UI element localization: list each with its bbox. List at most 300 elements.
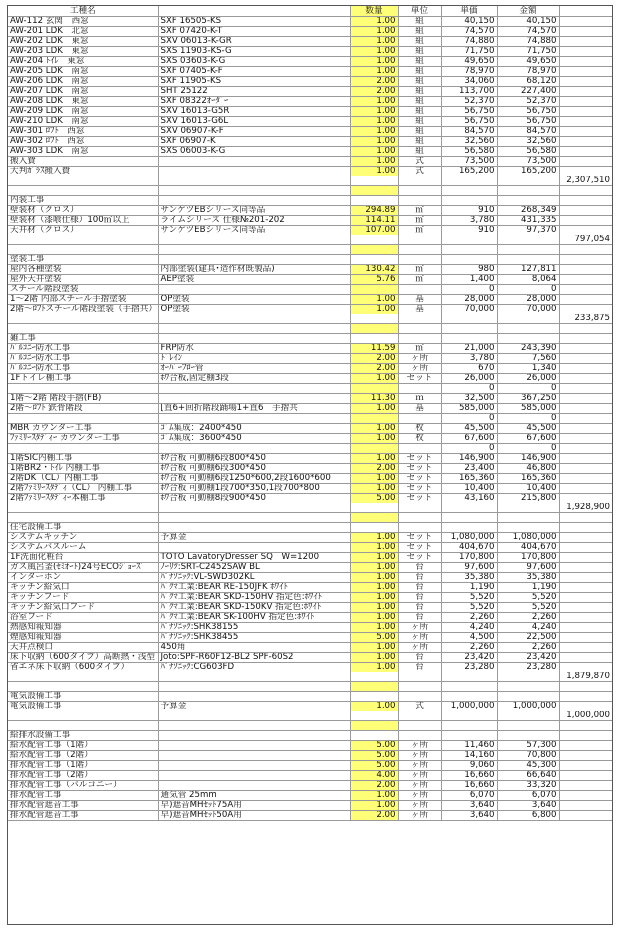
- item-unit: 組: [398, 137, 441, 147]
- empty-cell: [8, 245, 158, 255]
- table-row: [8, 474, 612, 484]
- item-spec: [158, 543, 350, 553]
- table-row: [8, 37, 612, 47]
- item-name: 壁装材（クロス）: [8, 206, 158, 216]
- item-unit-price: 28,000: [441, 295, 497, 305]
- empty-cell: [559, 494, 612, 504]
- item-quantity: 1.00: [350, 295, 398, 305]
- header-row: [8, 6, 612, 17]
- table-row: [8, 167, 612, 177]
- item-name: 給水配管工事（1階）: [8, 741, 158, 751]
- empty-cell: [559, 57, 612, 67]
- item-spec: SXV 16013-G6L: [158, 117, 350, 127]
- empty-cell: [559, 553, 612, 563]
- empty-cell: [497, 334, 559, 344]
- item-amount: 57,300: [497, 741, 559, 751]
- empty-cell: [559, 196, 612, 206]
- item-unit-price: 3,780: [441, 216, 497, 226]
- item-unit-price: 5,520: [441, 593, 497, 603]
- empty-cell: [398, 731, 441, 741]
- item-name: [8, 444, 158, 454]
- item-spec: Joto:SPF-R60F12-BL2 SPF-60S2: [158, 653, 350, 663]
- item-quantity: 1.00: [350, 702, 398, 712]
- table-row: [8, 771, 612, 781]
- item-unit: 枚: [398, 434, 441, 444]
- item-unit-price: 113,700: [441, 87, 497, 97]
- item-amount: 22,500: [497, 633, 559, 643]
- item-unit-price: 23,280: [441, 663, 497, 673]
- item-spec: ﾄﾞﾚｲﾝ: [158, 354, 350, 364]
- item-name: 省エネ床下収納（600タイプ）: [8, 663, 158, 673]
- empty-cell: [398, 721, 441, 731]
- empty-cell: [559, 127, 612, 137]
- empty-cell: [559, 245, 612, 255]
- empty-cell: [559, 643, 612, 653]
- empty-cell: [398, 255, 441, 265]
- item-quantity: 5.00: [350, 633, 398, 643]
- empty-cell: [8, 721, 158, 731]
- item-name: AW-301 ﾛﾌﾄ 西窓: [8, 127, 158, 137]
- empty-cell: [559, 682, 612, 692]
- item-unit: 組: [398, 127, 441, 137]
- item-name: AW-302 ﾛﾌﾄ 西窓: [8, 137, 158, 147]
- item-unit: 組: [398, 47, 441, 57]
- empty-cell: [441, 503, 497, 513]
- empty-cell: [350, 672, 398, 682]
- item-amount: 66,640: [497, 771, 559, 781]
- item-name: システムキッチン: [8, 533, 158, 543]
- item-name: ﾌｧﾐﾘｰｽﾀﾃﾞｨｰ カウンター工事: [8, 434, 158, 444]
- item-name: 煙感知報知器: [8, 633, 158, 643]
- empty-cell: [559, 414, 612, 424]
- item-unit-price: 52,370: [441, 97, 497, 107]
- item-spec: [158, 771, 350, 781]
- header-quantity: 数量: [350, 6, 398, 17]
- empty-cell: [559, 206, 612, 216]
- item-quantity: 11.30: [350, 394, 398, 404]
- table-row: [8, 57, 612, 67]
- item-name: 給水配管工事（2階）: [8, 751, 158, 761]
- item-name: 天井点検口: [8, 643, 158, 653]
- item-spec: 早)遮音MHｾｯﾄ50A用: [158, 811, 350, 821]
- item-amount: 1,190: [497, 583, 559, 593]
- item-unit-price: 1,190: [441, 583, 497, 593]
- empty-cell: [8, 186, 158, 196]
- empty-cell: [441, 682, 497, 692]
- table-row: [8, 414, 612, 424]
- section-heading-row: [8, 255, 612, 265]
- table-row: [8, 533, 612, 543]
- item-amount: 74,570: [497, 27, 559, 37]
- item-name: 1階SIC内棚工事: [8, 454, 158, 464]
- item-unit: [398, 444, 441, 454]
- item-unit: 基: [398, 404, 441, 414]
- table-row: [8, 702, 612, 712]
- empty-cell: [398, 682, 441, 692]
- item-unit: セット: [398, 374, 441, 384]
- item-unit: 台: [398, 653, 441, 663]
- empty-cell: [8, 513, 158, 523]
- empty-cell: [8, 711, 158, 721]
- empty-cell: [559, 543, 612, 553]
- item-unit-price: 34,060: [441, 77, 497, 87]
- item-spec: [158, 167, 350, 177]
- item-spec: SXF 07420-K-T: [158, 27, 350, 37]
- item-spec: ﾊﾞｸﾏ工業:BEAR RE-150JFK ﾎﾜｲﾄ: [158, 583, 350, 593]
- item-name: AW-208 LDK 東窓: [8, 97, 158, 107]
- item-unit-price: 980: [441, 265, 497, 275]
- empty-cell: [398, 324, 441, 334]
- item-amount: 170,800: [497, 553, 559, 563]
- empty-cell: [350, 711, 398, 721]
- item-name: 排水配管遮音工事: [8, 801, 158, 811]
- empty-cell: [350, 523, 398, 533]
- item-spec: 予算金: [158, 702, 350, 712]
- empty-cell: [398, 235, 441, 245]
- empty-cell: [559, 147, 612, 157]
- item-unit-price: 71,750: [441, 47, 497, 57]
- item-quantity: 5.76: [350, 275, 398, 285]
- table-row: [8, 484, 612, 494]
- item-unit-price: 910: [441, 226, 497, 236]
- item-unit-price: 43,160: [441, 494, 497, 504]
- item-unit: 台: [398, 583, 441, 593]
- empty-cell: [559, 523, 612, 533]
- item-quantity: 1.00: [350, 127, 398, 137]
- table-row: [8, 434, 612, 444]
- item-unit-price: 49,650: [441, 57, 497, 67]
- item-spec: [158, 157, 350, 167]
- table-row: [8, 305, 612, 315]
- table-row: [8, 374, 612, 384]
- item-spec: ﾎﾜ合板,固定棚3段: [158, 374, 350, 384]
- item-name: AW-203 LDK 東窓: [8, 47, 158, 57]
- item-amount: 78,970: [497, 67, 559, 77]
- item-spec: 内部塗装(建具･造作材既製品): [158, 265, 350, 275]
- item-unit-price: 21,000: [441, 344, 497, 354]
- item-name: 電気設備工事: [8, 702, 158, 712]
- item-spec: ﾎﾜ合板 可動棚1段700*350,1段700*800: [158, 484, 350, 494]
- empty-cell: [350, 682, 398, 692]
- empty-cell: [398, 513, 441, 523]
- empty-cell: [158, 503, 350, 513]
- section-subtotal-row: [8, 503, 612, 513]
- item-name: 1～2階 内部スチール手摺塗装: [8, 295, 158, 305]
- item-spec: [158, 444, 350, 454]
- section-heading-row: [8, 196, 612, 206]
- item-quantity: 1.00: [350, 167, 398, 177]
- item-quantity: 1.00: [350, 801, 398, 811]
- item-amount: 0: [497, 444, 559, 454]
- empty-cell: [441, 731, 497, 741]
- empty-cell: [158, 314, 350, 324]
- item-unit-price: 11,460: [441, 741, 497, 751]
- empty-cell: [559, 107, 612, 117]
- empty-cell: [158, 513, 350, 523]
- item-quantity: 1.00: [350, 17, 398, 27]
- item-quantity: 1.00: [350, 663, 398, 673]
- item-spec: [158, 781, 350, 791]
- empty-cell: [559, 563, 612, 573]
- empty-cell: [398, 176, 441, 186]
- item-amount: 74,880: [497, 37, 559, 47]
- empty-cell: [559, 37, 612, 47]
- item-unit: ヶ所: [398, 801, 441, 811]
- item-spec: 予算金: [158, 533, 350, 543]
- item-name: 1Fトイレ棚工事: [8, 374, 158, 384]
- item-unit-price: 35,380: [441, 573, 497, 583]
- item-unit: 組: [398, 77, 441, 87]
- item-spec: SXF 11905-KS: [158, 77, 350, 87]
- item-unit-price: 3,780: [441, 354, 497, 364]
- item-quantity: 2.00: [350, 781, 398, 791]
- section-title: 塗装工事: [8, 255, 158, 265]
- item-unit-price: 74,880: [441, 37, 497, 47]
- item-quantity: 294.89: [350, 206, 398, 216]
- table-row: [8, 97, 612, 107]
- item-amount: 23,280: [497, 663, 559, 673]
- item-name: 浴室フード: [8, 613, 158, 623]
- spacer-row: [8, 245, 612, 255]
- empty-cell: [559, 484, 612, 494]
- empty-cell: [398, 186, 441, 196]
- table-row: [8, 623, 612, 633]
- empty-cell: [559, 285, 612, 295]
- empty-cell: [559, 354, 612, 364]
- item-name: AW-112 玄関 西窓: [8, 17, 158, 27]
- table-row: [8, 394, 612, 404]
- item-unit-price: 32,500: [441, 394, 497, 404]
- item-amount: 2,260: [497, 613, 559, 623]
- item-unit: セット: [398, 464, 441, 474]
- item-spec: SXS 06003-K-G: [158, 147, 350, 157]
- section-subtotal: 1,879,870: [559, 672, 612, 682]
- item-name: AW-210 LDK 南窓: [8, 117, 158, 127]
- empty-cell: [559, 77, 612, 87]
- table-row: [8, 265, 612, 275]
- empty-cell: [559, 623, 612, 633]
- item-spec: ﾊﾟﾅｿﾆｯｸ:CG603FD: [158, 663, 350, 673]
- empty-cell: [497, 186, 559, 196]
- table-row: [8, 573, 612, 583]
- table-row: [8, 384, 612, 394]
- empty-cell: [559, 761, 612, 771]
- item-amount: 404,670: [497, 543, 559, 553]
- empty-cell: [559, 811, 612, 821]
- empty-cell: [158, 682, 350, 692]
- item-unit: 台: [398, 573, 441, 583]
- empty-cell: [559, 444, 612, 454]
- section-subtotal-row: [8, 176, 612, 186]
- item-amount: 23,420: [497, 653, 559, 663]
- item-unit: ヶ所: [398, 741, 441, 751]
- item-name: 壁装材（漆喰仕様）100㎡以上: [8, 216, 158, 226]
- item-spec: ﾊﾟﾅｿﾆｯｸ:VL-SWD302KL: [158, 573, 350, 583]
- empty-cell: [441, 334, 497, 344]
- item-unit-price: 0: [441, 384, 497, 394]
- empty-cell: [559, 404, 612, 414]
- empty-cell: [8, 176, 158, 186]
- empty-cell: [398, 711, 441, 721]
- table-row: [8, 633, 612, 643]
- item-unit: セット: [398, 484, 441, 494]
- empty-cell: [559, 226, 612, 236]
- item-spec: FRP防水: [158, 344, 350, 354]
- item-unit-price: 165,200: [441, 167, 497, 177]
- item-quantity: 1.00: [350, 563, 398, 573]
- empty-cell: [497, 235, 559, 245]
- empty-cell: [497, 196, 559, 206]
- estimate-table: [8, 6, 612, 821]
- item-spec: SXS 11903-KS-G: [158, 47, 350, 57]
- empty-cell: [559, 97, 612, 107]
- item-unit-price: 670: [441, 364, 497, 374]
- item-unit: 組: [398, 97, 441, 107]
- item-unit: ヶ所: [398, 364, 441, 374]
- spacer-row: [8, 682, 612, 692]
- item-name: キッチンフード: [8, 593, 158, 603]
- item-amount: 84,570: [497, 127, 559, 137]
- item-amount: 165,360: [497, 474, 559, 484]
- empty-cell: [158, 523, 350, 533]
- item-quantity: 1.00: [350, 533, 398, 543]
- item-quantity: 1.00: [350, 147, 398, 157]
- empty-cell: [497, 731, 559, 741]
- item-amount: 8,064: [497, 275, 559, 285]
- item-name: ﾊﾞﾙｺﾆｰ防水工事: [8, 354, 158, 364]
- item-quantity: 1.00: [350, 791, 398, 801]
- item-unit-price: 6,070: [441, 791, 497, 801]
- item-name: 屋内各種塗装: [8, 265, 158, 275]
- item-name: 1F洗面化粧台: [8, 553, 158, 563]
- item-name: ガス風呂釜(ｾﾐｵｰﾄ)24号ECOｼﾞｮｰｽﾞ: [8, 563, 158, 573]
- table-row: [8, 275, 612, 285]
- item-unit: 基: [398, 305, 441, 315]
- empty-cell: [559, 603, 612, 613]
- item-amount: 35,380: [497, 573, 559, 583]
- empty-cell: [559, 305, 612, 315]
- empty-cell: [559, 781, 612, 791]
- item-name: 床下収納（600タイプ）高断熱・浅型: [8, 653, 158, 663]
- empty-cell: [398, 523, 441, 533]
- item-amount: 4,240: [497, 623, 559, 633]
- empty-cell: [559, 573, 612, 583]
- empty-cell: [559, 633, 612, 643]
- item-spec: ｺﾞﾑ集成：3600*450: [158, 434, 350, 444]
- item-unit: ㎡: [398, 226, 441, 236]
- item-amount: 5,520: [497, 603, 559, 613]
- empty-cell: [559, 751, 612, 761]
- item-spec: ﾎﾜ合板 可動棚6段800*450: [158, 454, 350, 464]
- empty-cell: [559, 295, 612, 305]
- item-spec: [158, 414, 350, 424]
- item-amount: 146,900: [497, 454, 559, 464]
- empty-cell: [441, 176, 497, 186]
- table-row: [8, 147, 612, 157]
- empty-cell: [559, 464, 612, 474]
- table-row: [8, 791, 612, 801]
- item-spec: 450角: [158, 643, 350, 653]
- table-row: [8, 583, 612, 593]
- item-quantity: 11.59: [350, 344, 398, 354]
- empty-cell: [497, 513, 559, 523]
- empty-cell: [559, 17, 612, 27]
- item-amount: 40,150: [497, 17, 559, 27]
- item-quantity: 2.00: [350, 77, 398, 87]
- header-name: 工種名: [8, 6, 158, 17]
- item-amount: 127,811: [497, 265, 559, 275]
- item-amount: 45,300: [497, 761, 559, 771]
- item-unit-price: 32,560: [441, 137, 497, 147]
- item-amount: 3,640: [497, 801, 559, 811]
- item-unit-price: 14,160: [441, 751, 497, 761]
- empty-cell: [559, 702, 612, 712]
- empty-cell: [559, 344, 612, 354]
- item-quantity: 1.00: [350, 107, 398, 117]
- item-quantity: 4.00: [350, 771, 398, 781]
- item-unit-price: 0: [441, 285, 497, 295]
- item-spec: ﾎﾜ合板 可動棚8段900*450: [158, 494, 350, 504]
- item-name: 1階BR2・ﾄｲﾚ 内棚工事: [8, 464, 158, 474]
- table-row: [8, 157, 612, 167]
- item-unit: 基: [398, 295, 441, 305]
- empty-cell: [441, 324, 497, 334]
- item-unit: セット: [398, 474, 441, 484]
- item-unit: ㎡: [398, 206, 441, 216]
- table-row: [8, 206, 612, 216]
- item-unit-price: 170,800: [441, 553, 497, 563]
- header-unit: 単位: [398, 6, 441, 17]
- empty-cell: [350, 513, 398, 523]
- item-quantity: 1.00: [350, 603, 398, 613]
- item-quantity: 1.00: [350, 583, 398, 593]
- item-amount: 1,000,000: [497, 702, 559, 712]
- item-amount: 97,370: [497, 226, 559, 236]
- item-spec: 早)遮音MHｾｯﾄ75A用: [158, 801, 350, 811]
- item-name: AW-201 LDK 北窓: [8, 27, 158, 37]
- item-quantity: 5.00: [350, 741, 398, 751]
- item-quantity: 107.00: [350, 226, 398, 236]
- item-amount: 0: [497, 384, 559, 394]
- empty-cell: [559, 613, 612, 623]
- empty-cell: [497, 503, 559, 513]
- item-amount: 10,400: [497, 484, 559, 494]
- item-quantity: 1.00: [350, 57, 398, 67]
- item-spec: サンゲツEBシリーズ同等品: [158, 206, 350, 216]
- item-amount: 52,370: [497, 97, 559, 107]
- item-quantity: 1.00: [350, 404, 398, 414]
- item-unit-price: 585,000: [441, 404, 497, 414]
- table-row: [8, 295, 612, 305]
- empty-cell: [8, 682, 158, 692]
- item-name: 2階～ﾛﾌﾄ 鉄骨階段: [8, 404, 158, 414]
- item-spec: TOTO LavatoryDresser SQ W=1200: [158, 553, 350, 563]
- item-quantity: 1.00: [350, 613, 398, 623]
- item-unit-price: 26,000: [441, 374, 497, 384]
- item-unit: 組: [398, 17, 441, 27]
- item-unit-price: 97,600: [441, 563, 497, 573]
- item-unit-price: 0: [441, 444, 497, 454]
- item-name: スチール階段塗装: [8, 285, 158, 295]
- item-amount: 431,335: [497, 216, 559, 226]
- item-amount: 49,650: [497, 57, 559, 67]
- table-row: [8, 67, 612, 77]
- item-name: AW-303 LDK 南窓: [8, 147, 158, 157]
- empty-cell: [350, 186, 398, 196]
- item-unit: [398, 285, 441, 295]
- item-name: インターホン: [8, 573, 158, 583]
- item-unit: 式: [398, 702, 441, 712]
